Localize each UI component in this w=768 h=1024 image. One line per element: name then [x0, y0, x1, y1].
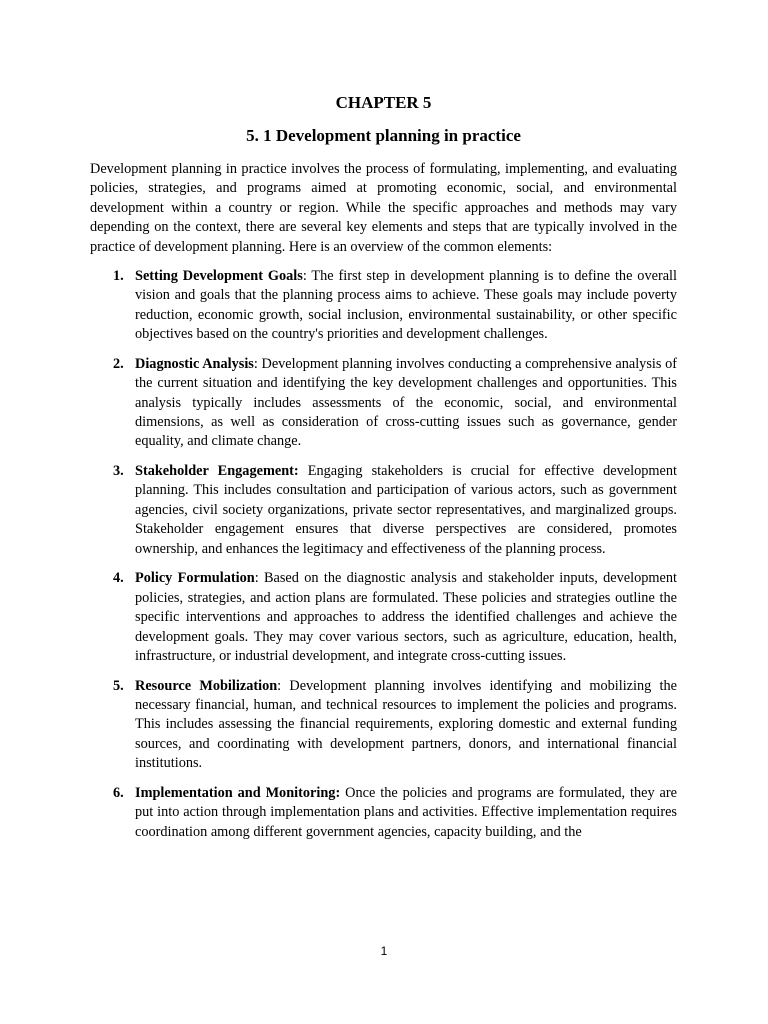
list-item	[90, 267, 677, 345]
chapter-heading: CHAPTER 5	[335, 93, 432, 112]
list-item-term: Implementation and Monitoring:	[135, 784, 341, 801]
list-item	[90, 462, 677, 559]
list-item-number: 2.	[113, 355, 124, 372]
list-item-text: Engaging stakeholders is crucial for effective development planning. This includes consultation and participation of various actors, such as government agencies, civil society organizations, private sector representatives, and marginalized groups. Stakeholder engagement ensures that diverse perspectives are considered, promotes ownership, and enhances the legitimacy and effectiveness of the planning process.	[135, 463, 677, 557]
document-page	[90, 92, 677, 852]
list-item-text: Once the policies and programs are formulated, they are put into action through implementation plans and activities. Effective implementation requires coordination among different government agencies, capacity building, and the	[135, 784, 678, 840]
list-item-term: Resource Mobilization	[135, 677, 278, 694]
list-item	[90, 569, 677, 666]
list-item-term: Diagnostic Analysis	[135, 355, 254, 372]
list-item	[90, 784, 677, 842]
page-number: 1	[380, 944, 388, 958]
list-item	[90, 677, 677, 774]
intro-paragraph: Development planning in practice involves the process of formulating, implementing, and evaluating policies, strategies, and programs aimed at promoting economic, social, and environmental development within a country or region. While the specific approaches and methods may vary depending on the context, there are several key elements and steps that are typically involved in the practice of development planning. Here is an overview of the common elements:	[90, 161, 677, 255]
list-item-number: 1.	[113, 268, 124, 285]
list-item-number: 6.	[113, 784, 124, 801]
list-item-term: Setting Development Goals	[135, 268, 303, 285]
list-item	[90, 355, 677, 452]
list-item-number: 3.	[113, 463, 124, 480]
section-title: 5. 1 Development planning in practice	[246, 126, 521, 145]
elements-list	[90, 267, 677, 842]
list-item-text: : Development planning involves conducting a comprehensive analysis of the current situation and identifying the key development challenges and opportunities. This analysis typically includes assessments of the economic, social, and environmental dimensions, as well as consideration of cross-cutting issues such as governance, gender equality, and climate change.	[135, 355, 677, 450]
list-item-number: 5.	[113, 677, 124, 694]
list-item-term: Stakeholder Engagement:	[135, 463, 299, 480]
list-item-text: : Based on the diagnostic analysis and stakeholder inputs, development policies, strategies, and action plans are formulated. These policies and strategies outline the specific interventions and approaches to address the identified challenges and achieve the development goals. They may cover various sectors, such as agriculture, education, health, infrastructure, or industrial development, and integrate cross-cutting issues.	[135, 570, 677, 664]
list-item-text: : The first step in development planning is to define the overall vision and goals that the planning process aims to achieve. These goals may include poverty reduction, economic growth, social inclusion, environmental sustainability, or other specific objectives based on the country's priorities and development challenges.	[135, 268, 677, 343]
list-item-number: 4.	[113, 570, 124, 587]
list-item-term: Policy Formulation	[135, 570, 255, 587]
list-item-text: : Development planning involves identifying and mobilizing the necessary financial, human, and technical resources to implement the policies and programs. This includes assessing the financial requirements, exploring domestic and external funding sources, and coordinating with development partners, donors, and international financial institutions.	[135, 677, 677, 772]
